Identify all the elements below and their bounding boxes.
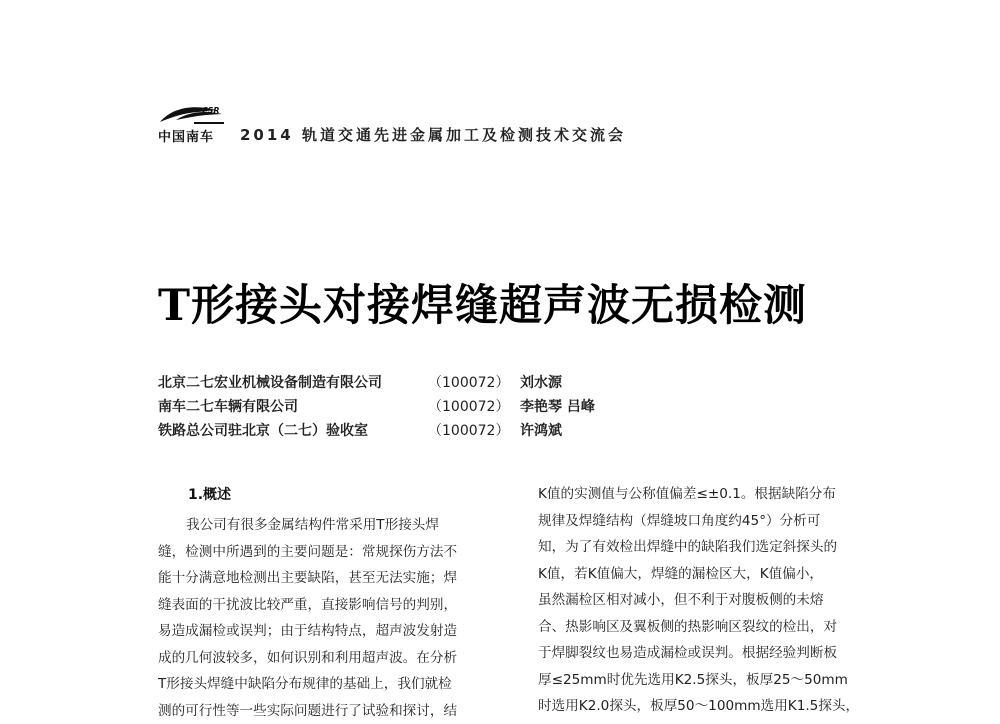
conference-title: 2014 轨道交通先进金属加工及检测技术交流会 xyxy=(240,124,626,145)
body-text-line: 于焊脚裂纹也易造成漏检或误判。根据经验判断板 xyxy=(538,640,888,667)
affiliation-org: 北京二七宏业机械设备制造有限公司 xyxy=(158,372,382,392)
left-column xyxy=(158,512,508,724)
body-text-line: T形接头焊缝中缺陷分布规律的基础上，我们就检 xyxy=(158,671,508,698)
body-text-line: 我公司有很多金属结构件常采用T形接头焊 xyxy=(158,512,508,539)
affiliation-org: 南车二七车辆有限公司 xyxy=(158,396,298,416)
paper-title: T形接头对接焊缝超声波无损检测 xyxy=(158,272,858,333)
affiliation-authors: 许鸿斌 xyxy=(520,420,562,440)
body-text-line: K值的实测值与公称值偏差≤±0.1。根据缺陷分布 xyxy=(538,481,888,508)
affiliation-postcode: （100072） xyxy=(428,420,509,440)
body-text-line: 知，为了有效检出焊缝中的缺陷我们选定斜探头的 xyxy=(538,534,888,561)
body-text-line: 测的可行性等一些实际问题进行了试验和探讨，结 xyxy=(158,698,508,724)
affiliation-authors: 刘水源 xyxy=(520,372,562,392)
affiliation-postcode: （100072） xyxy=(428,396,509,416)
body-text-line: 时选用K2.0探头，板厚50～100mm选用K1.5探头， xyxy=(538,693,888,720)
body-text-line: 缝，检测中所遇到的主要问题是：常规探伤方法不 xyxy=(158,539,508,566)
affiliation-org: 铁路总公司驻北京（二七）验收室 xyxy=(158,420,368,440)
body-text-line: 规律及焊缝结构（焊缝坡口角度约45°）分析可 xyxy=(538,508,888,535)
brand-name: 中国南车 xyxy=(158,126,214,145)
body-text-line: 厚≤25mm时优先选用K2.5探头，板厚25～50mm xyxy=(538,667,888,694)
body-text-line: 合、热影响区及翼板侧的热影响区裂纹的检出，对 xyxy=(538,614,888,641)
body-text-line: 成的几何波较多，如何识别和利用超声波。在分析 xyxy=(158,645,508,672)
csr-logo-text: CSR xyxy=(202,106,220,115)
body-text-line: 缝表面的干扰波比较严重，直接影响信号的判别， xyxy=(158,592,508,619)
body-text-line: K值，若K值偏大，焊缝的漏检区大，K值偏小， xyxy=(538,561,888,588)
right-column xyxy=(538,481,888,720)
body-text-line: 能十分满意地检测出主要缺陷，甚至无法实施；焊 xyxy=(158,565,508,592)
affiliation-authors: 李艳琴 吕峰 xyxy=(520,396,595,416)
body-text-line: 虽然漏检区相对减小，但不利于对腹板侧的未熔 xyxy=(538,587,888,614)
body-text-line: 易造成漏检或误判；由于结构特点，超声波发射造 xyxy=(158,618,508,645)
affiliation-postcode: （100072） xyxy=(428,372,509,392)
section-heading: 1.概述 xyxy=(188,484,231,504)
